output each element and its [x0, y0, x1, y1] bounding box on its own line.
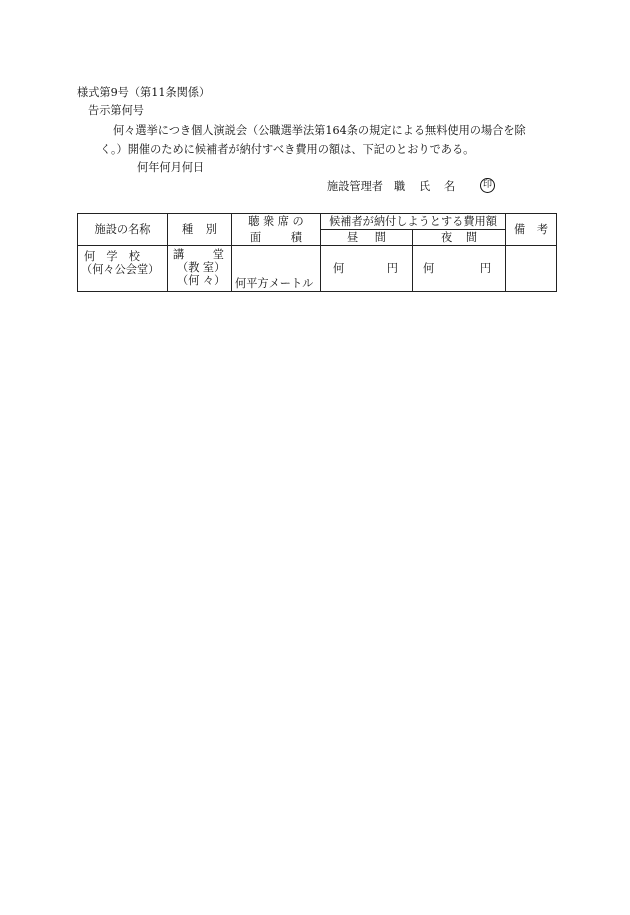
header-remarks-a: 備	[514, 223, 526, 236]
header-area-a: 面	[250, 230, 262, 244]
facility-name-a: 何	[84, 250, 96, 263]
facility-name-c: 校	[128, 250, 140, 263]
seal-mark: 印	[480, 178, 495, 193]
header-fee-group: 候補者が納付しようとする費用額	[321, 214, 506, 230]
cell-type	[168, 246, 232, 292]
body-text-line1: 何々選挙につき個人演説会（公職選挙法第164条の規定による無料使用の場合を除	[113, 124, 526, 137]
header-night-a: 夜	[441, 231, 453, 244]
header-nighttime	[413, 230, 506, 246]
header-type-b: 別	[205, 223, 217, 236]
type-line1-b: 堂	[212, 248, 224, 261]
header-day-b: 間	[374, 231, 386, 244]
notice-date: 何年何月何日	[137, 161, 205, 174]
header-type-a: 種	[182, 223, 194, 236]
header-type	[168, 214, 232, 246]
type-line3: （何 々）	[177, 274, 226, 287]
cell-facility-name	[78, 246, 168, 292]
header-facility-name: 施設の名称	[78, 214, 168, 246]
header-day-a: 昼	[347, 231, 359, 244]
cell-remarks	[506, 246, 557, 292]
header-night-b: 間	[465, 231, 478, 244]
night-fee-value: 何	[423, 262, 435, 275]
notice-number: 告示第何号	[88, 104, 144, 117]
day-fee-value: 何	[333, 262, 345, 275]
signature-label: 施設管理者	[327, 180, 383, 193]
facility-name-b: 学	[106, 250, 118, 263]
day-fee-unit: 円	[386, 262, 398, 275]
cell-daytime-fee	[321, 246, 413, 292]
header-remarks-b: 考	[536, 223, 549, 236]
header-daytime	[321, 230, 413, 246]
header-remarks	[506, 214, 557, 246]
header-area-top: 聴 衆 席 の	[232, 214, 321, 230]
header-area-bottom	[232, 230, 321, 246]
signature-role: 職	[394, 180, 406, 193]
cell-area: 何平方メートル	[232, 246, 321, 292]
fee-table	[77, 213, 557, 292]
type-line2: （教 室）	[177, 261, 226, 274]
type-line1-a: 講	[173, 248, 185, 261]
facility-name-alt: （何々公会堂）	[81, 263, 160, 276]
cell-nighttime-fee	[413, 246, 506, 292]
signature-name-1: 氏	[419, 180, 431, 193]
signature-name-2: 名	[444, 180, 456, 193]
table-row	[78, 246, 557, 292]
form-number: 様式第9号（第11条関係）	[77, 86, 211, 99]
body-text-line2: く。）開催のために候補者が納付すべき費用の額は、下記のとおりである。	[100, 143, 475, 156]
night-fee-unit: 円	[479, 262, 492, 275]
header-area-b: 積	[290, 230, 302, 244]
